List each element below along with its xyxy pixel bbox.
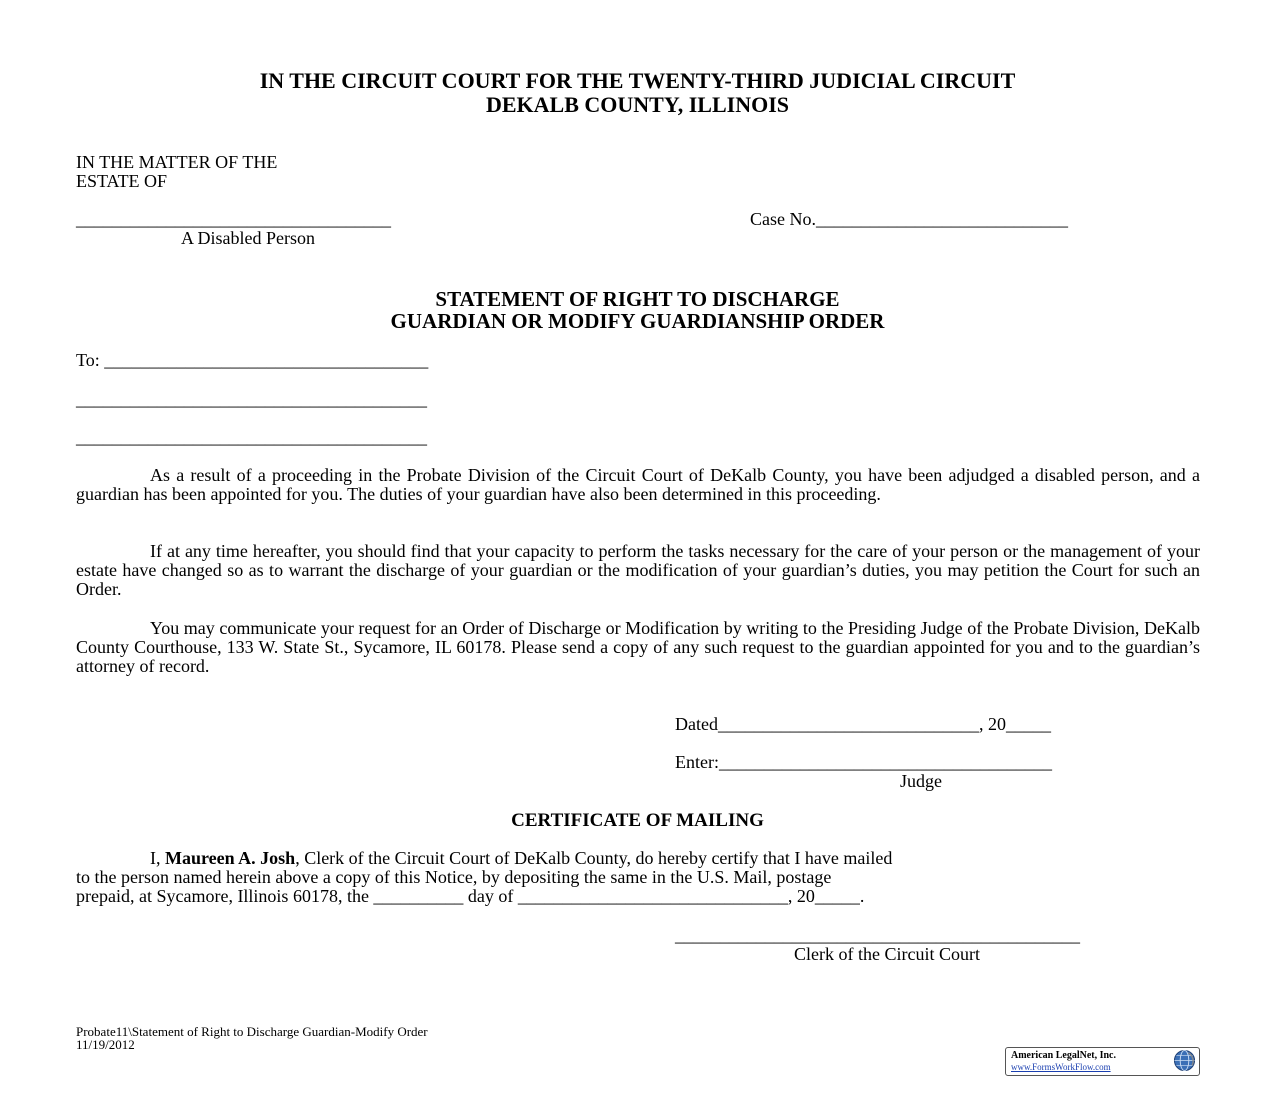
document-title-line2: GUARDIAN OR MODIFY GUARDIANSHIP ORDER bbox=[390, 309, 885, 333]
certificate-line1-rest: , Clerk of the Circuit Court of DeKalb County, do hereby certify that I have mailed bbox=[295, 848, 893, 868]
body-paragraph-3 bbox=[76, 619, 1200, 676]
disabled-person-label: A Disabled Person bbox=[181, 228, 315, 248]
american-legalnet-logo[interactable] bbox=[1005, 1047, 1200, 1076]
address-blank-line-2[interactable]: _______________________________________ bbox=[76, 389, 427, 409]
document-title-line1: STATEMENT OF RIGHT TO DISCHARGE bbox=[435, 287, 840, 311]
body-paragraph-1 bbox=[76, 466, 1200, 504]
case-number-field[interactable]: Case No.____________________________ bbox=[750, 209, 1068, 229]
globe-icon bbox=[1173, 1049, 1196, 1072]
body-paragraph-3-text: You may communicate your request for an Order of Discharge or Modification by writing to the Presiding Judge of the Probate Division, DeKalb County Courthouse, 133 W. State St., Sycamore, IL 60178. Please send a copy of any such request to the guardian appointed for you and to the guardian’s attorney of record. bbox=[76, 618, 1200, 676]
footer-date: 11/19/2012 bbox=[76, 1037, 135, 1052]
matter-line1: IN THE MATTER OF THE bbox=[76, 152, 278, 172]
body-paragraph-2 bbox=[76, 542, 1200, 599]
matter-line2: ESTATE OF bbox=[76, 171, 168, 191]
certificate-heading: CERTIFICATE OF MAILING bbox=[511, 810, 764, 831]
body-paragraph-2-text: If at any time hereafter, you should find that your capacity to perform the tasks necessary for the care of your person or the management of your estate have changed so as to warrant the discharge of your guardian or the modification of your guardian’s duties, you may petition the Court for such an Order. bbox=[76, 541, 1200, 599]
body-paragraph-1-text: As a result of a proceeding in the Probate Division of the Circuit Court of DeKalb County, you have been adjudged a disabled person, and a guardian has been appointed for you. The duties of your guardian have also been determined in this proceeding. bbox=[76, 465, 1200, 504]
certificate-prefix: I, bbox=[150, 848, 165, 868]
clerk-title-label: Clerk of the Circuit Court bbox=[794, 944, 980, 964]
logo-url-link[interactable]: www.FormsWorkFlow.com bbox=[1011, 1062, 1111, 1072]
clerk-name: Maureen A. Josh bbox=[165, 848, 296, 868]
judge-signature-field[interactable]: Enter:_____________________________________ bbox=[675, 752, 1052, 772]
clerk-signature-blank[interactable]: _____________________________________________ bbox=[675, 925, 1080, 945]
certificate-line2: to the person named herein above a copy of this Notice, by depositing the same in the U.S. Mail, postage bbox=[76, 867, 832, 887]
certificate-line3[interactable]: prepaid, at Sycamore, Illinois 60178, the __________ day of ______________________________, 20_____. bbox=[76, 886, 865, 906]
certificate-line1 bbox=[150, 849, 892, 868]
court-header-line2: DEKALB COUNTY, ILLINOIS bbox=[486, 92, 789, 117]
judge-label: Judge bbox=[900, 771, 942, 791]
to-line[interactable]: To: ____________________________________ bbox=[76, 350, 429, 370]
address-blank-line-3[interactable]: _______________________________________ bbox=[76, 427, 427, 447]
estate-name-blank[interactable]: ___________________________________ bbox=[76, 209, 391, 229]
logo-company-name: American LegalNet, Inc. bbox=[1011, 1050, 1116, 1061]
court-header-line1: IN THE CIRCUIT COURT FOR THE TWENTY-THIRD JUDICIAL CIRCUIT bbox=[259, 68, 1016, 93]
footer-form-path: Probate11\Statement of Right to Discharge Guardian-Modify Order bbox=[76, 1024, 428, 1039]
dated-field[interactable]: Dated_____________________________, 20_____ bbox=[675, 714, 1051, 734]
